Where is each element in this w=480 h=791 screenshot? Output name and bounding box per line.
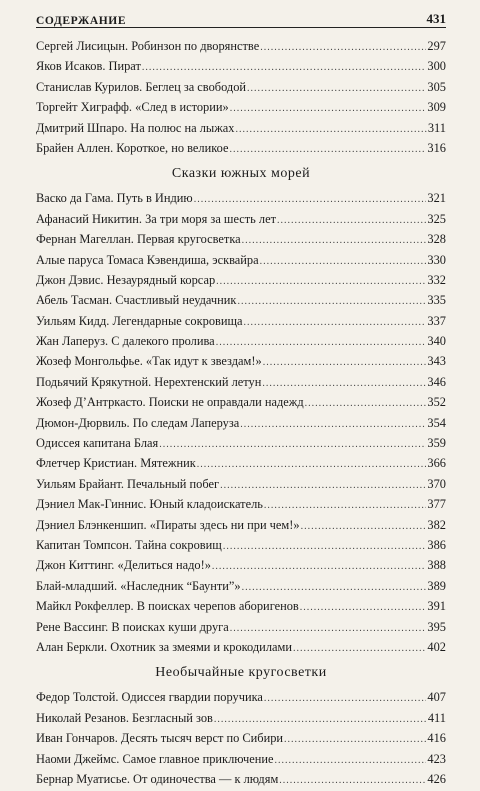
entry-title: Майкл Рокфеллер. В поисках черепов аборигенов: [36, 599, 299, 614]
entry-page: 330: [427, 252, 446, 267]
entry-page: 423: [427, 751, 446, 766]
entry-page: 388: [427, 558, 446, 573]
toc-entry: [36, 331, 446, 351]
entry-title: Абель Тасман. Счастливый неудачник: [36, 293, 237, 308]
entry-page: 402: [427, 639, 446, 654]
entry-title: Сергей Лисицын. Робинзон по дворянстве: [36, 39, 260, 53]
leader-dots: [264, 689, 426, 709]
toc-entry: [36, 555, 446, 575]
entry-title: Васко да Гама. Путь в Индию: [36, 191, 193, 206]
leader-dots: [284, 730, 426, 750]
page-number: 431: [426, 11, 446, 26]
entry-page: 370: [427, 476, 446, 491]
entry-page: 328: [427, 232, 446, 247]
leader-dots: [229, 140, 426, 160]
entry-title: Джон Киттинг. «Делиться надо!»: [36, 558, 211, 573]
running-header: [36, 0, 446, 28]
toc-entry: [36, 596, 446, 616]
leader-dots: [264, 496, 427, 516]
toc-entry: [36, 118, 446, 138]
leader-dots: [212, 557, 426, 577]
leader-dots: [260, 38, 426, 58]
toc-entry: [36, 36, 446, 56]
entry-title: Одиссея капитана Блая: [36, 436, 159, 451]
leader-dots: [142, 58, 427, 78]
entry-page: 340: [427, 334, 446, 349]
entry-page: 300: [427, 59, 446, 74]
entry-title: Николай Резанов. Безгласный зов: [36, 710, 213, 725]
leader-dots: [220, 476, 426, 496]
entry-title: Жозеф Монгольфье. «Так идут к звездам!»: [36, 354, 262, 369]
leader-dots: [242, 231, 427, 251]
entry-page: 386: [427, 537, 446, 552]
leader-dots: [240, 415, 426, 435]
toc-entry: [36, 209, 446, 229]
entry-page: 321: [427, 191, 446, 206]
entry-page: 316: [427, 140, 446, 155]
entry-title: Дмитрий Шпаро. На полюс на лыжах: [36, 120, 235, 135]
toc-entry: [36, 728, 446, 748]
leader-dots: [236, 120, 427, 140]
entry-title: Брайен Аллен. Короткое, но великое: [36, 140, 229, 155]
entry-page: 343: [427, 354, 446, 369]
entry-title: Торгейт Хиграфф. «След в истории»: [36, 100, 229, 115]
entry-page: 377: [427, 497, 446, 512]
entry-page: 332: [427, 272, 446, 287]
toc-entry: [36, 576, 446, 596]
entry-page: 411: [427, 710, 446, 725]
entry-title: Алан Беркли. Охотник за змеями и крокодилами: [36, 639, 292, 654]
leader-dots: [214, 710, 427, 730]
leader-dots: [301, 517, 427, 537]
toc-entry: [36, 311, 446, 331]
leader-dots: [247, 79, 426, 99]
toc-entry: [36, 474, 446, 494]
toc-entry: [36, 749, 446, 769]
leader-dots: [230, 99, 427, 119]
entry-page: 337: [427, 313, 446, 328]
toc-entry: [36, 617, 446, 637]
toc-entry: [36, 138, 446, 158]
entry-page: 309: [427, 100, 446, 115]
toc-entry: [36, 687, 446, 707]
leader-dots: [305, 394, 427, 414]
leader-dots: [194, 190, 427, 210]
leader-dots: [260, 252, 427, 272]
toc-entry: [36, 97, 446, 117]
leader-dots: [262, 374, 426, 394]
toc-entry: [36, 433, 446, 453]
leader-dots: [242, 578, 427, 598]
toc-entry: [36, 535, 446, 555]
entry-page: 366: [427, 456, 446, 471]
entry-page: 359: [427, 436, 446, 451]
entry-title: Блай-младший. «Наследник “Баунти”»: [36, 578, 241, 593]
entry-title: Иван Гончаров. Десять тысяч верст по Сибири: [36, 731, 284, 746]
leader-dots: [223, 537, 427, 557]
entry-title: Афанасий Никитин. За три моря за шесть лет: [36, 211, 277, 226]
entry-page: 352: [427, 395, 446, 410]
entry-page: 325: [427, 211, 446, 226]
leader-dots: [277, 211, 426, 231]
entry-title: Станислав Курилов. Беглец за свободой: [36, 79, 247, 94]
toc-entry: [36, 708, 446, 728]
section-heading: Сказки южных морей: [171, 166, 311, 182]
entry-page: 311: [427, 120, 446, 135]
entry-title: Жан Лаперуз. С далекого пролива: [36, 334, 215, 349]
entry-title: Уильям Брайант. Печальный побег: [36, 476, 220, 491]
entry-title: Фернан Магеллан. Первая кругосветка: [36, 232, 241, 247]
entry-page: 391: [427, 599, 446, 614]
leader-dots: [216, 272, 426, 292]
entry-title: Дэниел Блэнкеншип. «Пираты здесь ни при чем!»: [36, 517, 300, 532]
leader-dots: [293, 639, 426, 659]
entry-title: Джон Дэвис. Незаурядный корсар: [36, 272, 216, 287]
toc-entry: [36, 515, 446, 535]
entry-title: Рене Вассинг. В поисках куши друга: [36, 619, 229, 634]
entry-page: 305: [427, 79, 446, 94]
toc-entry: [36, 637, 446, 657]
toc-entry: [36, 372, 446, 392]
toc-entry: [36, 188, 446, 208]
leader-dots: [216, 333, 427, 353]
entry-title: Дюмон-Дюрвиль. По следам Лаперуза: [36, 415, 240, 430]
toc-entry: [36, 77, 446, 97]
entry-title: Бернар Муатисье. От одиночества — к людям: [36, 771, 279, 786]
entry-page: 297: [427, 39, 446, 53]
toc-entry: [36, 494, 446, 514]
leader-dots: [230, 619, 427, 639]
leader-dots: [300, 598, 427, 618]
entry-title: Яков Исаков. Пират: [36, 59, 141, 74]
entry-title: Уильям Кидд. Легендарные сокровища: [36, 313, 243, 328]
toc-entry: [36, 229, 446, 249]
toc-entry: [36, 453, 446, 473]
entry-page: 354: [427, 415, 446, 430]
entry-page: 416: [427, 731, 446, 746]
leader-dots: [237, 292, 426, 312]
leader-dots: [244, 313, 427, 333]
entry-title: Жозеф Д’Антркасто. Поиски не оправдали надежд: [36, 395, 304, 410]
entry-page: 426: [427, 771, 446, 786]
entry-title: Флетчер Кристиан. Мятежник: [36, 456, 196, 471]
toc-list-3: [36, 687, 446, 789]
entry-title: Наоми Джеймс. Самое главное приключение: [36, 751, 274, 766]
entry-title: Капитан Томпсон. Тайна сокровищ: [36, 537, 222, 552]
entry-page: 395: [427, 619, 446, 634]
entry-page: 346: [427, 374, 446, 389]
leader-dots: [275, 751, 427, 771]
toc-entry: [36, 351, 446, 371]
toc-entry: [36, 413, 446, 433]
toc-entry: [36, 290, 446, 310]
entry-title: Подьячий Крякутной. Нерехтенский летун: [36, 374, 262, 389]
header-title: СОДЕРЖАНИЕ: [36, 15, 127, 27]
entry-page: 389: [427, 578, 446, 593]
entry-title: Алые паруса Томаса Кэвендиша, эсквайра: [36, 252, 259, 267]
entry-title: Федор Толстой. Одиссея гвардии поручика: [36, 690, 263, 705]
toc-entry: [36, 250, 446, 270]
toc-entry: [36, 769, 446, 789]
toc-list-2: [36, 188, 446, 657]
leader-dots: [263, 353, 427, 373]
leader-dots: [197, 455, 427, 475]
entry-page: 382: [427, 517, 446, 532]
toc-entry: [36, 56, 446, 76]
entry-page: 407: [427, 690, 446, 705]
toc-entry: [36, 392, 446, 412]
entry-title: Дэниел Мак-Гиннис. Юный кладоискатель: [36, 497, 263, 512]
entry-page: 335: [427, 293, 446, 308]
toc-list-1: [36, 36, 446, 158]
leader-dots: [159, 435, 426, 455]
section-heading: Необычайные кругосветки: [155, 665, 327, 681]
leader-dots: [279, 771, 426, 791]
toc-entry: [36, 270, 446, 290]
